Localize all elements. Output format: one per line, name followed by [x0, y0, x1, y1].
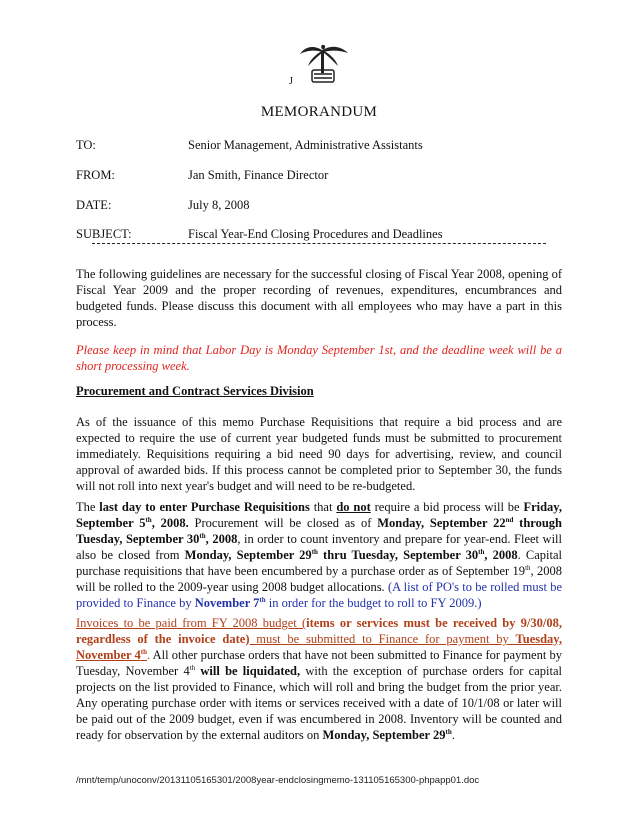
city-seal-logo [298, 44, 350, 86]
requisition-paragraph: As of the issuance of this memo Purchase Requisitions that require a bid process and are expected to require the use of current year budgeted funds must be submitted to procurement immediately. Requisitions requiring a bid need 90 days for advertising, review, and council approval of awarded bids. If this process cannot be completed prior to September 30, the funds will not roll into next year's budget and will need to be re-budgeted. [76, 415, 562, 493]
header-value: Fiscal Year-End Closing Procedures and Deadlines [188, 227, 443, 241]
invoices-paragraph: Invoices to be paid from FY 2008 budget (items or services must be received by 9/30/08, regardless of the invoice date) must be submitted to Finance for payment by Tuesday, November 4th. All other purchase orders that have not been submitted to Finance for payment by Tuesday, November 4th will be liquidated, with the exception of purchase orders for capital projects on the list provided to Finance, which will roll and bring the budget from the prior year. Any operating purchase order with items or services received with a date of 10/1/08 or later will be paid out of the 2009 budget, even if was encumbered in 2008. Inventory will be counted and ready for observation by the external auditors on Monday, September 29th. [76, 616, 563, 742]
header-label: SUBJECT: [76, 227, 132, 241]
header-value: Senior Management, Administrative Assistants [188, 138, 423, 152]
labor-day-notice: Please keep in mind that Labor Day is Monday September 1st, and the deadline week will be a short processing week. [76, 343, 562, 373]
section-title: Procurement and Contract Services Division [76, 384, 314, 398]
header-divider [92, 243, 546, 244]
header-value: Jan Smith, Finance Director [188, 168, 329, 182]
intro-paragraph: The following guidelines are necessary for the successful closing of Fiscal Year 2008, opening of Fiscal Year 2009 and the proper recording of revenues, expenditures, encumbrances and budgeted funds. Please discuss this document with all employees who may have a part in this process. [76, 267, 562, 329]
deadlines-paragraph: The last day to enter Purchase Requisitions that do not require a bid process will be Friday, September 5th, 2008. Procurement will be closed as of Monday, September 22nd through Tuesday, September 30th, 2008, in order to count inventory and prepare for year-end. Fleet will also be closed from Monday, September 29th thru Tuesday, September 30th, 2008. Capital purchase requisitions that have been encumbered by a purchase order as of September 19th, 2008 will be rolled to the 2009-year using 2008 budget allocations. (A list of PO's to be rolled must be provided to Finance by November 7th in order for the budget to roll to FY 2009.) [76, 500, 563, 610]
header-label: FROM: [76, 168, 115, 182]
header-label: TO: [76, 138, 96, 152]
logo-mark: J [289, 76, 293, 87]
memo-title: MEMORANDUM [260, 104, 378, 120]
file-path-footer: /mnt/temp/unoconv/20131105165301/2008year-endclosingmemo-131105165300-phpapp01.doc [76, 775, 480, 786]
header-label: DATE: [76, 198, 112, 212]
header-value: July 8, 2008 [188, 198, 250, 212]
